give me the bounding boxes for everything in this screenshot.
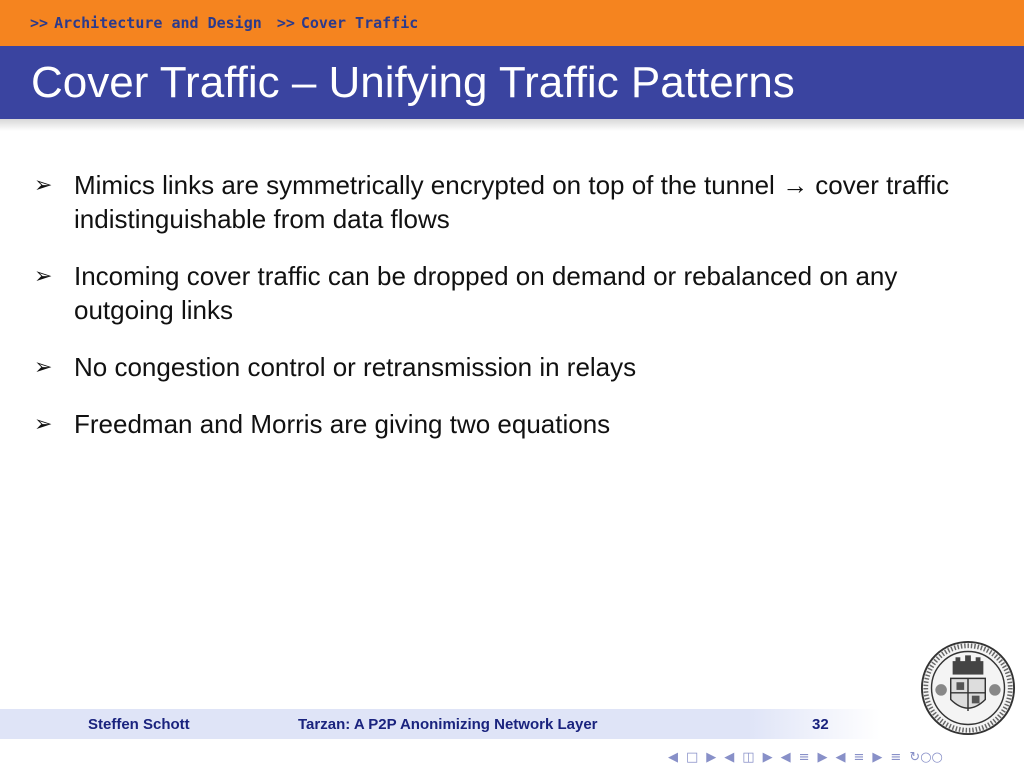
bullet-text: Freedman and Morris are giving two equations <box>74 409 611 439</box>
nav-section-icon[interactable]: ≡ <box>853 749 865 765</box>
nav-frame-icon[interactable]: ◫ <box>742 749 755 765</box>
university-seal-icon <box>920 640 1016 736</box>
arrow-bullet-icon: ➢ <box>34 354 53 379</box>
breadcrumb-subsection[interactable]: Cover Traffic <box>300 14 419 32</box>
arrow-bullet-icon: ➢ <box>34 172 53 197</box>
nav-next-slide-icon[interactable]: ▶ <box>706 749 717 765</box>
bullet-item <box>30 350 990 384</box>
bullet-text: No congestion control or retransmission in relays <box>74 352 637 382</box>
beamer-navigation <box>668 748 943 766</box>
nav-subsection-icon[interactable]: ≡ <box>798 749 810 765</box>
nav-next-section-icon[interactable]: ▶ <box>872 749 883 765</box>
breadcrumb-bar <box>0 0 1024 46</box>
footer-bar <box>0 709 880 739</box>
title-bar <box>0 46 1024 119</box>
breadcrumb-section[interactable]: Architecture and Design <box>54 14 262 32</box>
arrow-bullet-icon: ➢ <box>34 411 53 436</box>
footer-talk-title: Tarzan: A P2P Anonimizing Network Layer <box>298 716 598 733</box>
nav-prev-frame-icon[interactable]: ◀ <box>724 749 735 765</box>
breadcrumb-separator: >> <box>276 14 295 32</box>
bullet-text: cover traffic indistinguishable from data flows <box>74 170 950 234</box>
bullet-item <box>30 407 990 441</box>
bullet-item <box>30 168 990 236</box>
footer-page-number: 32 <box>812 716 829 733</box>
breadcrumb-separator: >> <box>30 14 49 32</box>
title-shadow <box>0 119 1024 131</box>
bullet-text: Incoming cover traffic can be dropped on demand or rebalanced on any outgoing links <box>74 261 898 325</box>
nav-next-subsection-icon[interactable]: ▶ <box>817 749 828 765</box>
nav-search-icon[interactable]: ↻○○ <box>909 749 943 765</box>
nav-prev-subsection-icon[interactable]: ◀ <box>780 749 791 765</box>
nav-prev-slide-icon[interactable]: ◀ <box>668 749 678 765</box>
bullet-item <box>30 259 990 327</box>
breadcrumb <box>30 14 424 32</box>
nav-next-frame-icon[interactable]: ▶ <box>762 749 773 765</box>
nav-toc-icon[interactable]: ≡ <box>890 749 902 765</box>
slide-title: Cover Traffic – Unifying Traffic Patterns <box>31 58 795 107</box>
right-arrow-icon: → <box>782 170 809 200</box>
footer-author: Steffen Schott <box>88 716 190 733</box>
bullet-text: Mimics links are symmetrically encrypted on top of the tunnel <box>74 170 783 200</box>
nav-slide-icon[interactable]: □ <box>686 749 699 765</box>
nav-prev-section-icon[interactable]: ◀ <box>835 749 846 765</box>
arrow-bullet-icon: ➢ <box>34 263 53 288</box>
bullet-list <box>30 168 990 464</box>
